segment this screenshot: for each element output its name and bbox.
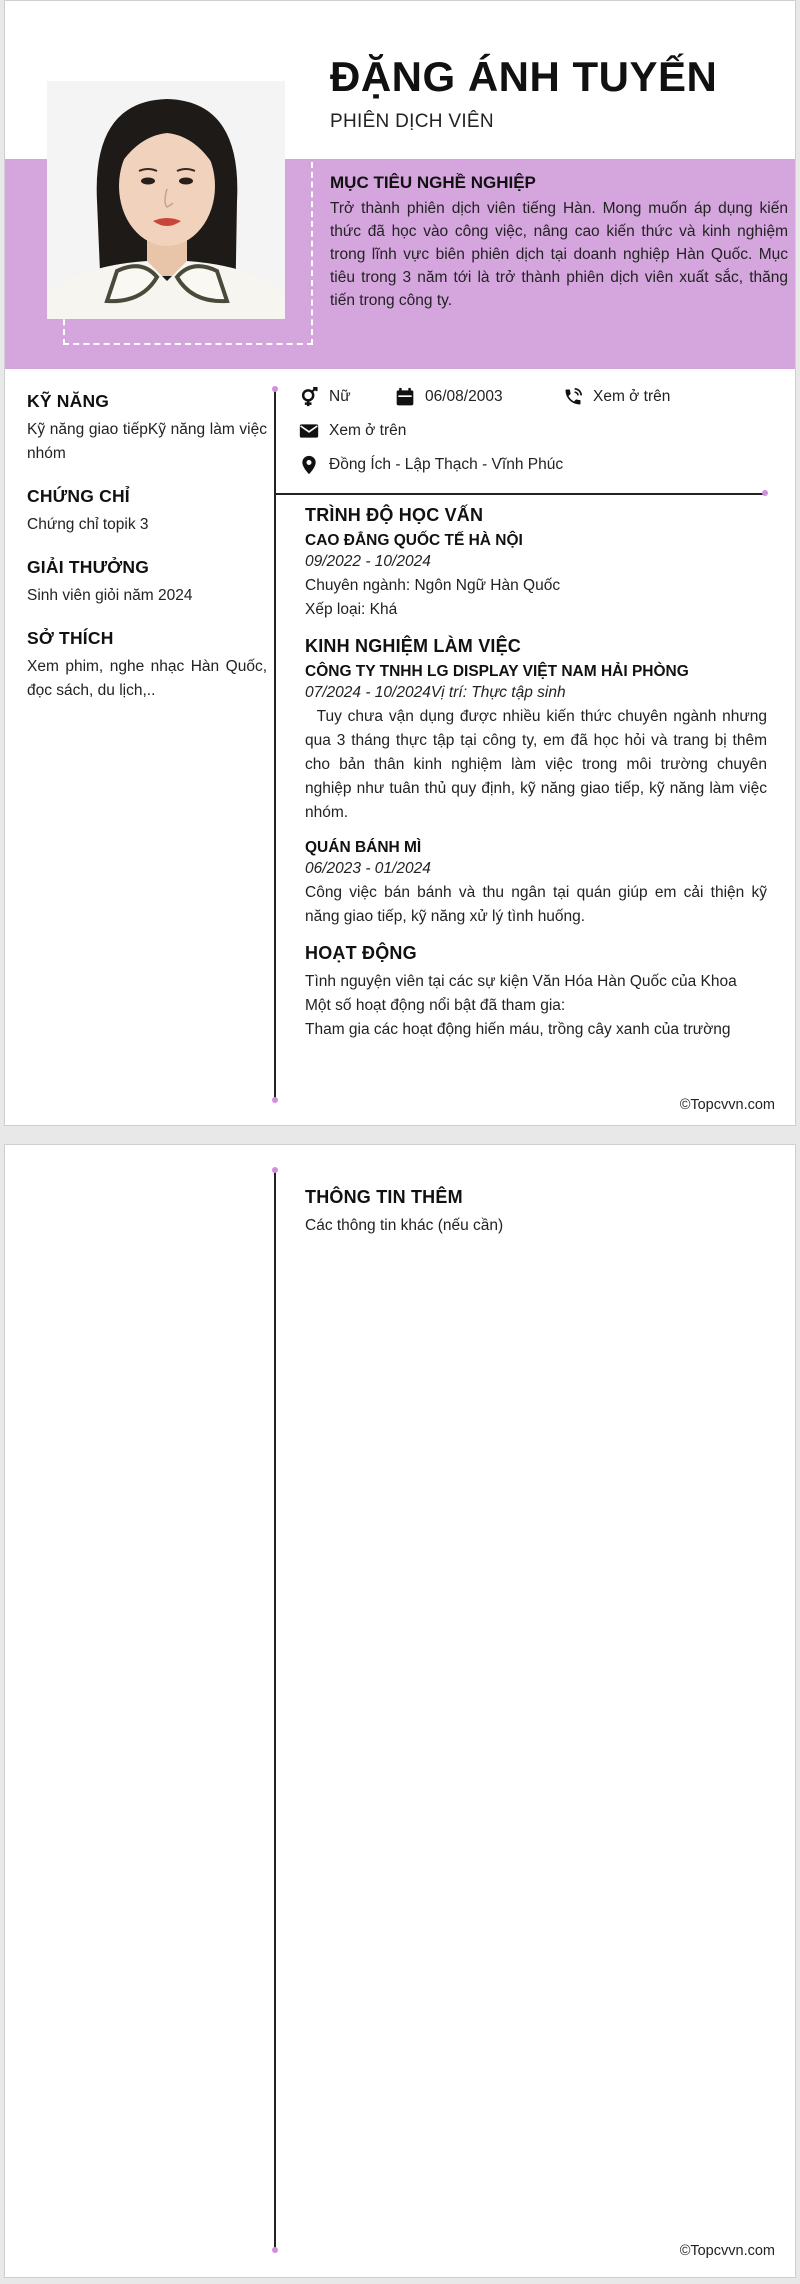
right-column [305,505,772,1056]
awards-text: Sinh viên giỏi năm 2024 [27,587,193,604]
education-title: TRÌNH ĐỘ HỌC VẤN [305,505,484,525]
activities-section [305,943,767,1042]
hobbies-section [27,628,267,703]
objective-text: Trở thành phiên dịch viên tiếng Hàn. Mong muốn áp dụng kiến thức đã học vào công việc, nâng cao kiến thức và kinh nghiệm trong lĩnh vực biên phiên dịch tại doanh nghiệp Hàn Quốc. Mục tiêu trong 3 năm tới là trở thành phiên dịch viên xuất sắc, thăng tiến trong công ty. [330,200,788,309]
candidate-name: ĐẶNG ÁNH TUYẾN [330,53,718,100]
extra-info-column [305,1187,767,1252]
job-company: QUÁN BÁNH MÌ [305,839,422,856]
certificates-title: CHỨNG CHỈ [27,486,130,506]
extra-text: Các thông tin khác (nếu cần) [305,1217,504,1234]
activity-line: Tình nguyện viên tại các sự kiện Văn Hóa Hàn Quốc của Khoa [305,973,737,990]
cv-page-2 [4,1144,796,2278]
activity-line: Một số hoạt động nổi bật đã tham gia: [305,997,566,1014]
education-major: Chuyên ngành: Ngôn Ngữ Hàn Quốc [305,577,561,594]
certificates-text: Chứng chỉ topik 3 [27,516,149,533]
timeline-line [274,1171,276,2249]
contact-divider [275,493,765,495]
timeline-dot-bottom [272,2247,278,2253]
phone-icon [563,387,583,407]
footer-brand: ©Topcvvn.com [679,2243,775,2259]
education-grade: Xếp loại: Khá [305,601,398,618]
experience-title: KINH NGHIỆM LÀM VIỆC [305,636,522,656]
certificates-section [27,486,267,537]
address-value: Đồng Ích - Lập Thạch - Vĩnh Phúc [329,456,564,473]
gender-value: Nữ [329,388,351,405]
hobbies-text: Xem phim, nghe nhạc Hàn Quốc, đọc sách, du lịch,.. [27,658,267,699]
job-description: Tuy chưa vận dụng được nhiều kiến thức chuyên ngành nhưng qua 3 tháng thực tập tại công ty, em đã học hỏi và trang bị thêm cho bản thân kinh nghiệm làm việc trong môi trường chuyên nghiệp như tuân thủ quy định, kỹ năng giao tiếp, kỹ năng làm việc nhóm. [305,708,772,821]
calendar-icon [395,387,415,407]
job-item [305,663,772,825]
dob-value: 06/08/2003 [425,388,503,405]
contact-address [299,455,563,475]
email-value: Xem ở trên [329,422,407,439]
job-item [305,839,767,929]
skills-title: KỸ NĂNG [27,391,110,411]
extra-title: THÔNG TIN THÊM [305,1187,463,1207]
timeline-dot-top [272,386,278,392]
activity-line: Tham gia các hoạt động hiến máu, trồng cây xanh của trường [305,1021,731,1038]
hobbies-title: SỞ THÍCH [27,628,114,648]
skills-section [27,391,267,466]
job-company: CÔNG TY TNHH LG DISPLAY VIỆT NAM HẢI PHÒNG [305,663,689,680]
contact-dob [395,387,503,407]
career-objective [330,173,788,312]
timeline-dot-bottom [272,1097,278,1103]
school-name: CAO ĐẲNG QUỐC TẾ HÀ NỘI [305,532,523,549]
contact-email [299,421,406,441]
awards-section [27,557,267,608]
candidate-role: PHIÊN DỊCH VIÊN [330,111,494,132]
job-date: 07/2024 - 10/2024Vị trí: Thực tập sinh [305,684,566,701]
job-description: Công việc bán bánh và thu ngân tại quán giúp em cải thiện kỹ năng giao tiếp, kỹ năng xử lý tình huống. [305,884,767,925]
location-icon [299,455,319,475]
activities-title: HOẠT ĐỘNG [305,943,417,963]
education-date: 09/2022 - 10/2024 [305,553,431,570]
timeline-line [274,389,276,1099]
skills-text: Kỹ năng giao tiếpKỹ năng làm việc nhóm [27,421,267,462]
email-icon [299,421,319,441]
job-date: 06/2023 - 01/2024 [305,860,431,877]
phone-value: Xem ở trên [593,388,671,405]
divider-dot [762,490,768,496]
objective-title: MỤC TIÊU NGHỀ NGHIỆP [330,173,536,192]
gender-icon [299,387,319,407]
contact-gender [299,387,351,407]
profile-photo [47,81,285,319]
cv-page-1 [4,0,796,1126]
extra-section [305,1187,767,1238]
left-column [27,391,267,723]
footer-brand: ©Topcvvn.com [679,1097,775,1113]
contact-phone [563,387,670,407]
timeline-dot-top [272,1167,278,1173]
experience-section [305,636,772,929]
awards-title: GIẢI THƯỞNG [27,557,150,577]
education-section [305,505,767,622]
